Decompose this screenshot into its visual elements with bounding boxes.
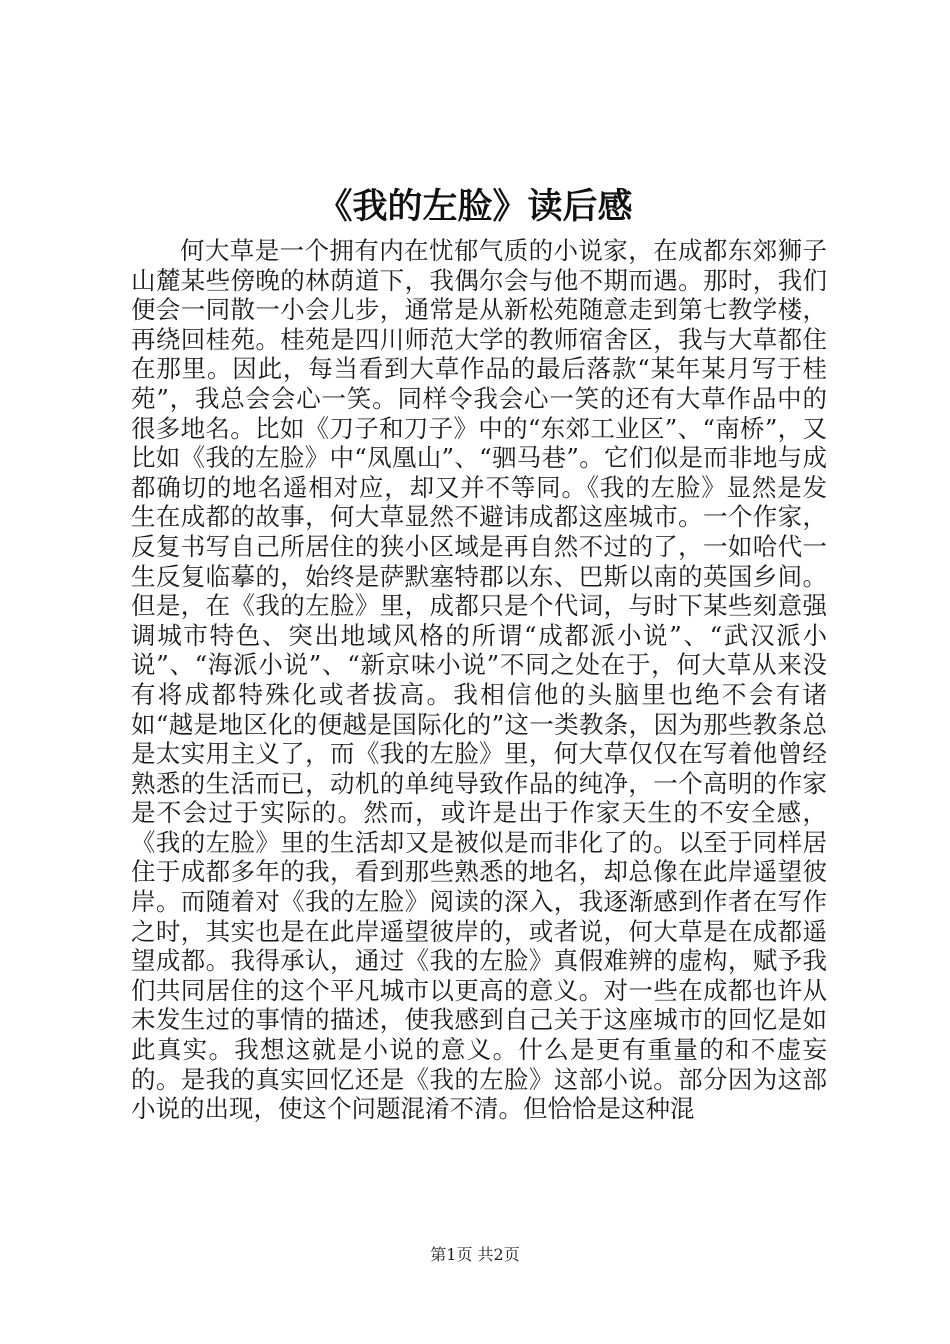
- document-title: 《我的左脸》读后感: [317, 186, 633, 227]
- document-body-paragraph: 何大草是一个拥有内在忧郁气质的小说家，在成都东郊狮子山麓某些傍晚的林荫道下，我偶尔会与他不期而遇。那时，我们便会一同散一小会儿步，通常是从新松苑随意走到第七教学楼，再绕回桂苑。桂苑是四川师范大学的教师宿舍区，我与大草都住在那里。因此，每当看到大草作品的最后落款“某年某月写于桂苑”，我总会会心一笑。同样令我会心一笑的还有大草作品中的很多地名。比如《刀子和刀子》中的“东郊工业区”、“南桥”，又比如《我的左脸》中“凤凰山”、“驷马巷”。它们似是而非地与成都确切的地名遥相对应，却又并不等同。《我的左脸》显然是发生在成都的故事，何大草显然不避讳成都这座城市。一个作家，反复书写自己所居住的狭小区域是再自然不过的了，一如哈代一生反复临摹的，始终是萨默塞特郡以东、巴斯以南的英国乡间。但是，在《我的左脸》里，成都只是个代词，与时下某些刻意强调城市特色、突出地域风格的所谓“成都派小说”、“武汉派小说”、“海派小说”、“新京味小说”不同之处在于，何大草从来没有将成都特殊化或者拔高。我相信他的头脑里也绝不会有诸如“越是地区化的便越是国际化的”这一类教条，因为那些教条总是太实用主义了，而《我的左脸》里，何大草仅仅在写着他曾经熟悉的生活而已，动机的单纯导致作品的纯净，一个高明的作家是不会过于实际的。然而，或许是出于作家天生的不安全感，《我的左脸》里的生活却又是被似是而非化了的。以至于同样居住于成都多年的我，看到那些熟悉的地名，却总像在此岸遥望彼岸。而随着对《我的左脸》阅读的深入，我逐渐感到作者在写作之时，其实也是在此岸遥望彼岸的，或者说，何大草是在成都遥望成都。我得承认，通过《我的左脸》真假难辨的虚构，赋予我们共同居住的这个平凡城市以更高的意义。对一些在成都也许从未发生过的事情的描述，使我感到自己关于这座城市的回忆是如此真实。我想这就是小说的意义。什么是更有重量的和不虚妄的。是我的真实回忆还是《我的左脸》这部小说。部分因为这部小说的出现，使这个问题混淆不清。但恰恰是这种混: [131, 236, 827, 1124]
- page-number-footer: 第1页 共2页: [430, 1245, 520, 1264]
